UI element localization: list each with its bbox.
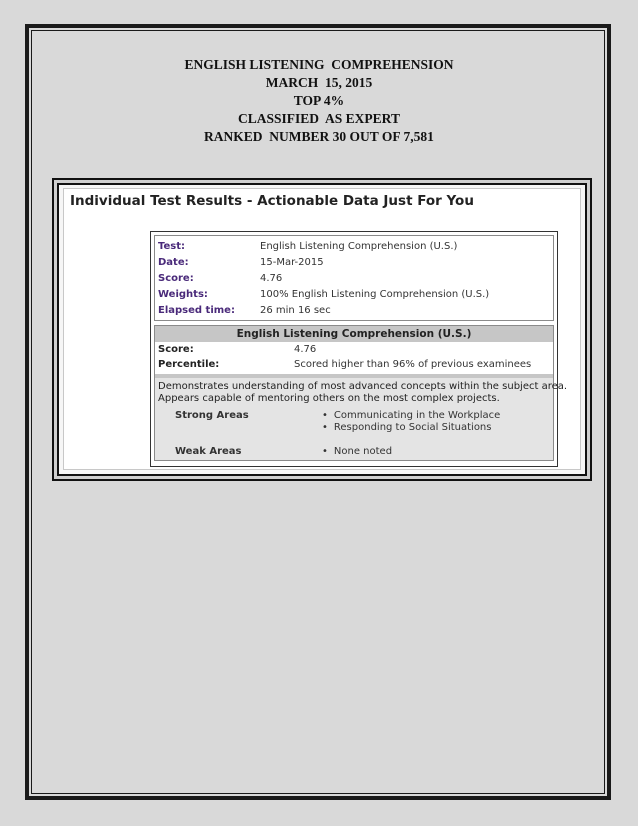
subject-score-value: 4.76 <box>294 344 317 355</box>
comment-line: Demonstrates understanding of most advanced concepts within the subject area. <box>158 381 568 392</box>
info-label: Elapsed time: <box>158 304 235 316</box>
weak-areas-label: Weak Areas <box>175 446 242 457</box>
info-row-weights <box>158 286 550 302</box>
comment-line: Appears capable of mentoring others on the most complex projects. <box>158 393 500 404</box>
results-title: Individual Test Results - Actionable Data Just For You <box>70 193 474 209</box>
header-date: MARCH 15, 2015 <box>265 75 373 90</box>
info-value: 100% English Listening Comprehension (U.S.) <box>260 288 490 300</box>
info-label: Weights: <box>158 288 208 300</box>
weak-areas-list <box>322 446 392 458</box>
info-label: Score: <box>158 272 194 284</box>
list-item: • Responding to Social Situations <box>322 422 500 434</box>
subject-percentile-value: Scored higher than 96% of previous examinees <box>294 359 532 370</box>
info-row-date <box>158 254 550 270</box>
results-panel <box>150 231 568 467</box>
subject-results <box>154 325 568 461</box>
subject-percentile-label: Percentile: <box>158 359 220 370</box>
info-value: 4.76 <box>260 272 283 284</box>
list-item: • Communicating in the Workplace <box>322 410 500 422</box>
subject-score-label: Score: <box>158 344 194 355</box>
subject-heading: English Listening Comprehension (U.S.) <box>155 326 553 342</box>
subject-percentile-row <box>155 357 553 372</box>
results-screenshot <box>63 188 581 470</box>
info-label: Date: <box>158 256 189 268</box>
weak-areas-row <box>158 446 550 458</box>
strong-areas-list <box>322 410 500 434</box>
info-value: English Listening Comprehension (U.S.) <box>260 240 458 252</box>
info-value: 15-Mar-2015 <box>260 256 324 268</box>
strong-areas-row <box>158 410 550 434</box>
results-screenshot-inner <box>57 183 587 476</box>
header-ranking: RANKED NUMBER 30 OUT OF 7,581 <box>204 129 434 144</box>
info-row-score <box>158 270 550 286</box>
info-label: Test: <box>158 240 186 252</box>
info-row-elapsed <box>158 302 550 318</box>
info-row-test <box>158 238 550 254</box>
info-value: 26 min 16 sec <box>260 304 331 316</box>
header-classification: CLASSIFIED AS EXPERT <box>238 111 400 126</box>
results-screenshot-frame <box>52 178 592 481</box>
header-test-name: ENGLISH LISTENING COMPREHENSION <box>184 57 454 72</box>
list-item: • None noted <box>322 446 392 458</box>
strong-areas-label: Strong Areas <box>175 410 249 421</box>
comment-area <box>155 378 568 460</box>
subject-score-row <box>155 342 553 357</box>
certificate-header <box>0 56 638 146</box>
test-info-table <box>154 235 554 321</box>
header-rank-percent: TOP 4% <box>293 93 345 108</box>
